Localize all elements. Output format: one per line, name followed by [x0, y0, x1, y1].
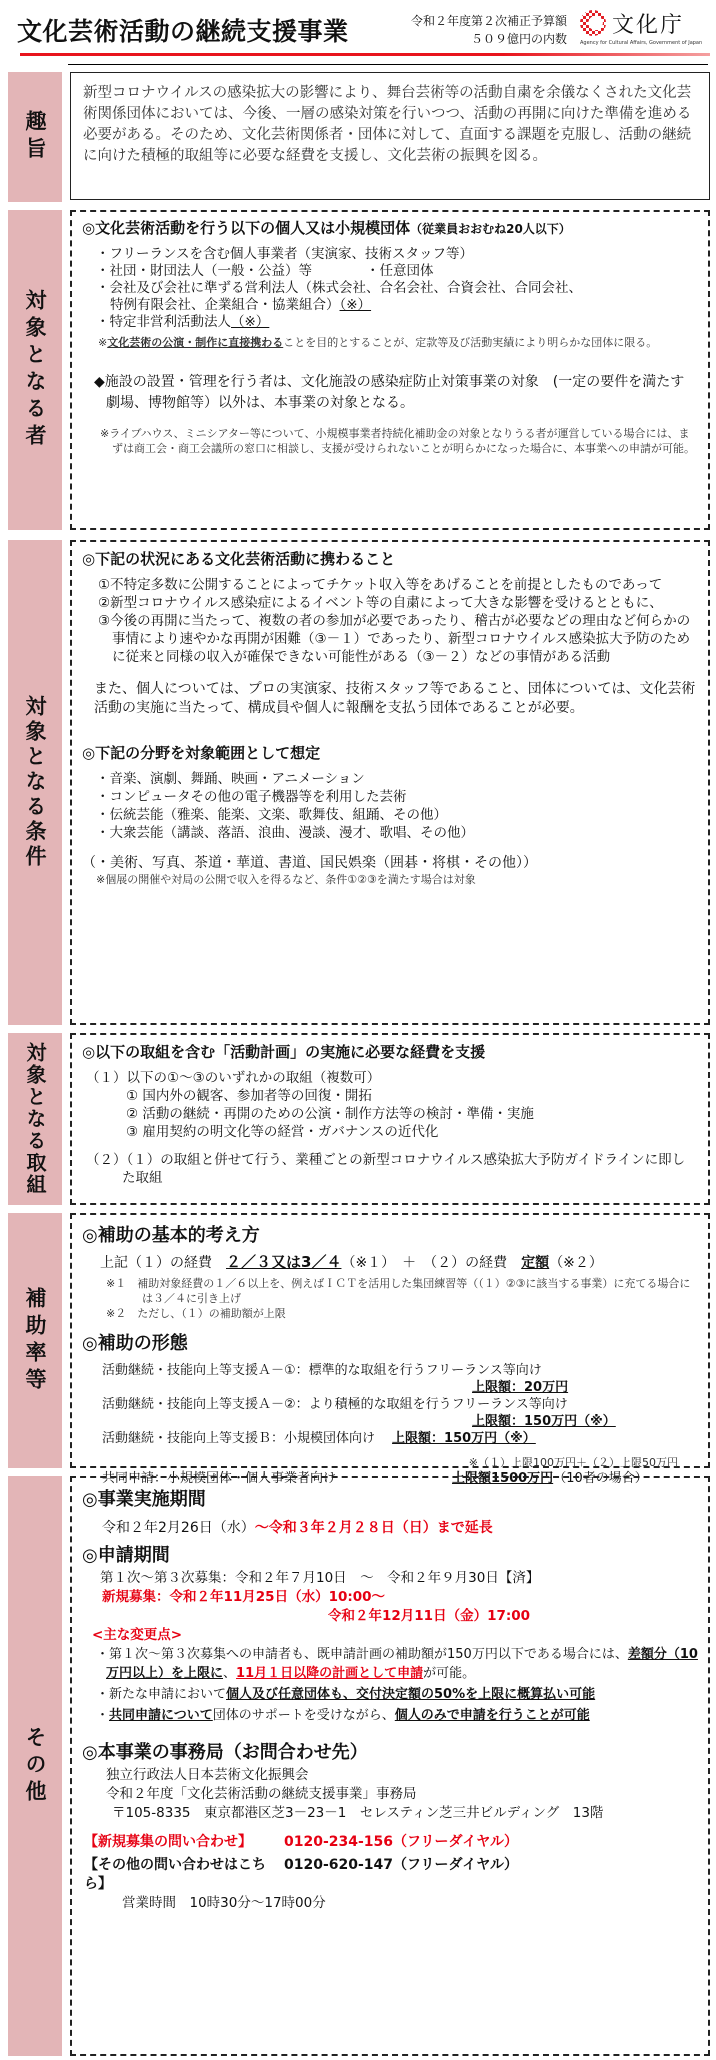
target-note: ※文化芸術の公演・制作に直接携わることを目的とすることが、定款等及び活動実績により明らかな団体に限る。 [98, 336, 658, 349]
apply-heading: ◎申請期間 [82, 1545, 170, 1566]
activity-item: （２）（１）の取組と併せて行う、業種ごとの新型コロナウイルス感染拡大予防ガイドラインに即した取組 [86, 1152, 686, 1186]
changes-heading: <主な変更点> [92, 1627, 183, 1643]
budget-line-1: 令和２年度第２次補正予算額 [410, 14, 567, 28]
header-subdivider [68, 64, 708, 65]
activity-item: （１）以下の①～③のいずれかの取組（複数可） [86, 1070, 381, 1086]
agency-logo-icon [580, 10, 606, 36]
agency-name-en: Agency for Cultural Affairs, Government of Japan [580, 40, 703, 46]
subsidy-type-a1: 活動継続・技能向上等支援Ａ－①：標準的な取組を行うフリーランス等向け 上限額：20万円 [102, 1363, 569, 1395]
target-box [70, 210, 710, 530]
subsidy-type-b: 活動継続・技能向上等支援Ｂ：小規模団体向け 上限額：150万円（※） [102, 1431, 536, 1446]
apply-past: 第１次～第３次募集：令和２年７月10日 ～ 令和２年９月30日【済】 [100, 1570, 540, 1586]
budget-info [392, 12, 567, 48]
conditions-box [70, 540, 710, 1025]
activities-box [70, 1033, 710, 1205]
conditions-heading: ◎下記の状況にある文化芸術活動に携わること [82, 550, 396, 568]
subsidy-formula: 上記（１）の経費 ２／３又は3／４（※１） ＋ （２）の経費 定額（※２） [100, 1253, 603, 1271]
target-item: ・フリーランスを含む個人事業者（実演家、技術スタッフ等） [96, 246, 474, 262]
condition-item: ③今後の再開に当たって、複数の者の参加が必要であったり、稽古が必要などの理由など何らかの事情により速やかな再開が困難（③－１）であったり、新型コロナウイルス感染拡大予防のために従来と同様の収入が確保できない可能性がある（③－２）などの事情がある活動 [98, 613, 691, 665]
other-box [70, 1476, 710, 2056]
purpose-text: 新型コロナウイルスの感染拡大の影響により、舞台芸術等の活動自粛を余儀なくされた文化芸術関係団体においては、今後、一層の感染対策を行いつつ、活動の再開に向けた準備を進める必要がある。そのため、文化芸術関係者・団体に対して、直面する課題を克服し、活動の継続に向けた積極的取組等に必要な経費を支援し、文化芸術の振興を図る。 [83, 85, 692, 164]
purpose-box [70, 72, 710, 200]
activity-subitem: ③ 雇用契約の明文化等の経営・ガバナンスの近代化 [126, 1124, 439, 1140]
activity-subitem: ② 活動の継続・再開のための公演・制作方法等の検討・準備・実施 [126, 1106, 534, 1122]
page-title: 文化芸術活動の継続支援事業 [17, 17, 349, 46]
target-item: ・社団・財団法人（一般・公益）等 ・任意団体 [96, 263, 434, 279]
subsidy-heading: ◎補助の基本的考え方 [82, 1225, 260, 1246]
subsidy-note-2: ※２ ただし、（１）の補助額が上限 [106, 1307, 286, 1320]
subsidy-types-heading: ◎補助の形態 [82, 1333, 188, 1354]
apply-new-start: 新規募集：令和２年11月25日（水）10:00～ [102, 1589, 386, 1605]
section-label-activities: 対象となる取組 [8, 1033, 62, 1205]
change-item-3: ・共同申請について団体のサポートを受けながら、個人のみで申請を行うことが可能 [96, 1708, 590, 1723]
fields-extra-note: ※個展の開催や対局の公開で収入を得るなど、条件①②③を満たす場合は対象 [96, 873, 476, 886]
section-label-purpose: 趣旨 [8, 72, 62, 202]
section-label-conditions: 対象となる条件 [8, 540, 62, 1025]
section-label-other: その他 [8, 1476, 62, 2056]
activity-subitem: ① 国内外の観客、参加者等の回復・開拓 [126, 1088, 372, 1104]
page-header [0, 0, 716, 62]
target-item: ・会社及び会社に準ずる営利法人（株式会社、合名会社、合資会社、合同会社、 [96, 280, 582, 296]
field-item: ・コンピュータその他の電子機器等を利用した芸術 [96, 789, 407, 805]
section-label-target: 対象となる者 [8, 210, 62, 530]
fields-heading: ◎下記の分野を対象範囲として想定 [82, 744, 321, 762]
contact-other: 【その他の問い合わせはこちら】 0120-620-147（フリーダイヤル） [84, 1857, 519, 1892]
activities-heading: ◎以下の取組を含む「活動計画」の実施に必要な経費を支援 [82, 1043, 486, 1061]
apply-new-end: 令和２年12月11日（金）17:00 [328, 1608, 531, 1624]
header-divider [20, 53, 710, 56]
subsidy-joint: 共同申請：小規模団体・個人事業者向け 上限額1500万円 （10者の場合） [102, 1471, 648, 1486]
change-item-2: ・新たな申請において個人及び任意団体も、交付決定額の50%を上限に概算払い可能 [96, 1687, 596, 1702]
subsidy-type-a2: 活動継続・技能向上等支援Ａ－②：より積極的な取組を行うフリーランス等向け 上限額：150万円（※） [102, 1397, 616, 1429]
subsidy-limit-note: ※（１）上限100万円＋（２）上限50万円 [468, 1456, 678, 1469]
change-item-1: ・第１次～第３次募集への申請者も、既申請計画の補助額が150万円以下である場合には、差額分（10万円以上）を上限に、11月１日以降の計画として申請が可能。 [96, 1647, 698, 1681]
period-text: 令和２年2月26日（水）～令和３年２月２８日（日）まで延長 [102, 1520, 493, 1536]
condition-item: ②新型コロナウイルス感染症によるイベント等の自粛によって大きな影響を受けるとともに、 [98, 595, 663, 611]
target-item: 特例有限会社、企業組合・協業組合）（※） [110, 297, 372, 313]
fields-extra: （・美術、写真、茶道・華道、書道、国民娯楽（囲碁・将棋・その他）） [82, 855, 537, 871]
conditions-also: また、個人については、プロの実演家、技術スタッフ等であること、団体については、文化芸術活動の実施に当たって、構成員や個人に報酬を支払う団体であることが必要。 [94, 681, 696, 716]
subsidy-note-1: ※１ 補助対象経費の１／６以上を、例えばＩＣＴを活用した集団練習等（（１）②③に該当する事業）に充てる場合には３／４に引き上げ [106, 1277, 691, 1305]
agency-logo [580, 8, 710, 53]
agency-name: 文化庁 [612, 13, 685, 38]
office-heading: ◎本事業の事務局（お問合わせ先） [82, 1742, 368, 1763]
field-item: ・伝統芸能（雅楽、能楽、文楽、歌舞伎、組踊、その他） [96, 807, 447, 823]
condition-item: ①不特定多数に公開することによってチケット収入等をあげることを前提としたものであって [98, 577, 663, 593]
field-item: ・大衆芸能（講談、落語、浪曲、漫談、漫才、歌唱、その他） [96, 825, 474, 841]
office-org: 独立行政法人日本芸術文化振興会 [106, 1767, 309, 1783]
target-heading: ◎文化芸術活動を行う以下の個人又は小規模団体（従業員おおむね20人以下） [82, 219, 571, 237]
section-label-subsidy: 補助率等 [8, 1213, 62, 1468]
budget-line-2: ５０９億円の内数 [470, 32, 567, 46]
business-hours: 営業時間 10時30分～17時00分 [122, 1895, 326, 1911]
livehouse-note: ※ライブハウス、ミニシアター等について、小規模事業者持続化補助金の対象となりうる者が運営している場合には、まずは商工会・商工会議所の窓口に相談し、支援が受けられないことが明らかになった場合に、本事業への申請が可能。 [100, 427, 695, 455]
subsidy-box [70, 1213, 710, 1486]
period-heading: ◎事業実施期間 [82, 1489, 206, 1510]
office-address: 〒105-8335 東京都港区芝3－23－1 セレスティン芝三井ビルディング 13階 [112, 1805, 604, 1821]
facility-note: ◆施設の設置・管理を行う者は、文化施設の感染症防止対策事業の対象 (一定の要件を満たす劇場、博物館等）以外は、本事業の対象となる。 [94, 374, 685, 411]
office-name: 令和２年度「文化芸術活動の継続支援事業」事務局 [106, 1786, 417, 1802]
contact-new: 【新規募集の問い合わせ】 0120-234-156（フリーダイヤル） [84, 1834, 519, 1850]
target-item: ・特定非営利活動法人（※） [96, 314, 270, 330]
field-item: ・音楽、演劇、舞踊、映画・アニメーション [96, 771, 365, 787]
